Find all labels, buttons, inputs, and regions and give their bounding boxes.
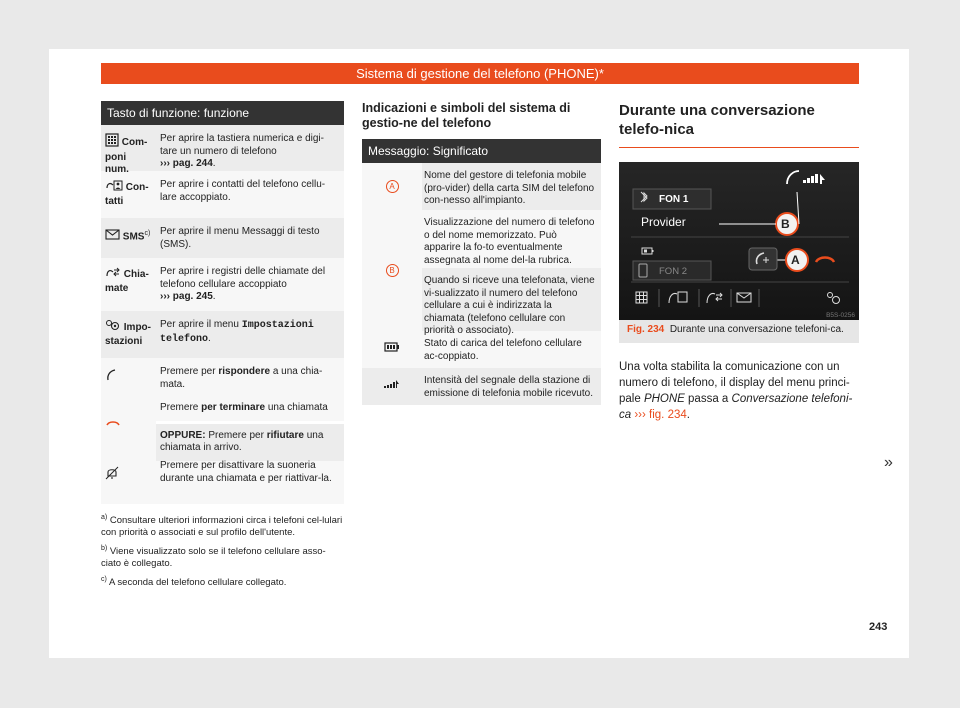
conversation-column [619, 101, 859, 423]
figure-reference-link[interactable]: ››› fig. 234 [631, 408, 687, 421]
conversation-paragraph: Una volta stabilita la comunicazione con un numero di telefono, il display del menu princi-pale PHONE passa a Conversazione telefoni-ca ››› fig. 234. [619, 360, 853, 421]
figure-caption: Fig. 234 Durante una conversazione telefoni-ca. [619, 320, 859, 343]
indicators-table-heading: Messaggio: Significato [362, 139, 601, 163]
phone-answer-icon [105, 368, 119, 387]
table-row: Stato di carica del telefono cellulare ac-coppiato. [362, 331, 601, 368]
manual-page [49, 49, 909, 658]
table-row: Impo- stazioni Per aprire il menu Impostazioni telefono. [101, 311, 344, 358]
figure-code: B5S-0256 [826, 312, 855, 319]
table-row: Intensità del segnale della stazione di emissione di telefonia mobile ricevuto. [362, 368, 601, 405]
continue-mark: » [884, 454, 893, 471]
table-row: A Nome del gestore di telefonia mobile (pro-vider) della carta SIM del telefono con-nesso all'impianto. [362, 163, 601, 210]
page-reference-link[interactable]: ››› pag. 244 [160, 158, 213, 169]
battery-icon [384, 342, 400, 357]
callout-a-marker: A [386, 180, 399, 193]
keypad-icon [105, 133, 119, 152]
table-row: Premere per terminare una chiamata OPPURE: Premere per rifiutare una chiamata in arrivo. [101, 396, 344, 452]
footnotes [101, 512, 344, 589]
table-row: B Visualizzazione del numero di telefono o del nome memorizzato. Può apparire la fo-to eventualmente assegnata al nome del-la rubrica. Quando si riceve una telefonata, viene vi-sualizzato il numero del telefono cellulare a cui è indirizzata la chiamata (telefono cellulare con priorità o associato). [362, 210, 601, 331]
indicators-column [362, 101, 601, 405]
phone-hangup-icon [105, 418, 121, 433]
bell-icon [105, 466, 119, 485]
functions-table-heading: Tasto di funzione: funzione [101, 101, 344, 125]
provider-label: Provider [641, 215, 686, 229]
phone-display-figure [619, 162, 859, 320]
contacts-icon [105, 179, 123, 196]
fon2-label: FON 2 [659, 266, 687, 277]
indicators-heading: Indicazioni e simboli del sistema di gestio-ne del telefono [362, 101, 571, 130]
callout-a: A [791, 253, 800, 267]
table-row: Premere per disattivare la suoneria durante una chiamata e per riattivar-la. [101, 452, 344, 504]
settings-icon [105, 319, 121, 336]
page-number: 243 [869, 621, 888, 633]
table-row: Chia- mate Per aprire i registri delle chiamate del telefono cellulare accoppiato ››› pag. 245. [101, 258, 344, 311]
footnote: $^{c)}$ A seconda del telefono cellulare collegato. [101, 576, 287, 589]
functions-column [101, 101, 344, 589]
footnote: $^{a)}$ Consultare ulteriori informazioni circa i telefoni cel-lulari con priorità o associati e sul profilo dell'utente. [101, 514, 343, 539]
signal-icon [383, 379, 401, 394]
envelope-icon [105, 229, 120, 245]
conversation-heading: Durante una conversazione telefo-nica [619, 101, 859, 148]
table-row: SMS$^{c)}$ Per aprire il menu Messaggi di testo (SMS). [101, 218, 344, 258]
callout-b: B [781, 217, 790, 231]
table-row: Con- tatti Per aprire i contatti del telefono cellu-lare accoppiato. [101, 171, 344, 218]
callout-b-marker: B [386, 264, 399, 277]
call-log-icon [105, 266, 121, 283]
page-reference-link[interactable]: ››› pag. 245 [160, 291, 213, 302]
footnote: $^{b)}$ Viene visualizzato solo se il telefono cellulare asso-ciato è collegato. [101, 545, 326, 570]
section-header: Sistema di gestione del telefono (PHONE)* [101, 63, 859, 84]
fon1-label: FON 1 [659, 194, 689, 205]
table-row: Com- poni num. Per aprire la tastiera numerica e digi-tare un numero di telefono ››› pag. 244. [101, 125, 344, 171]
table-row: Premere per rispondere a una chia-mata. [101, 358, 344, 396]
